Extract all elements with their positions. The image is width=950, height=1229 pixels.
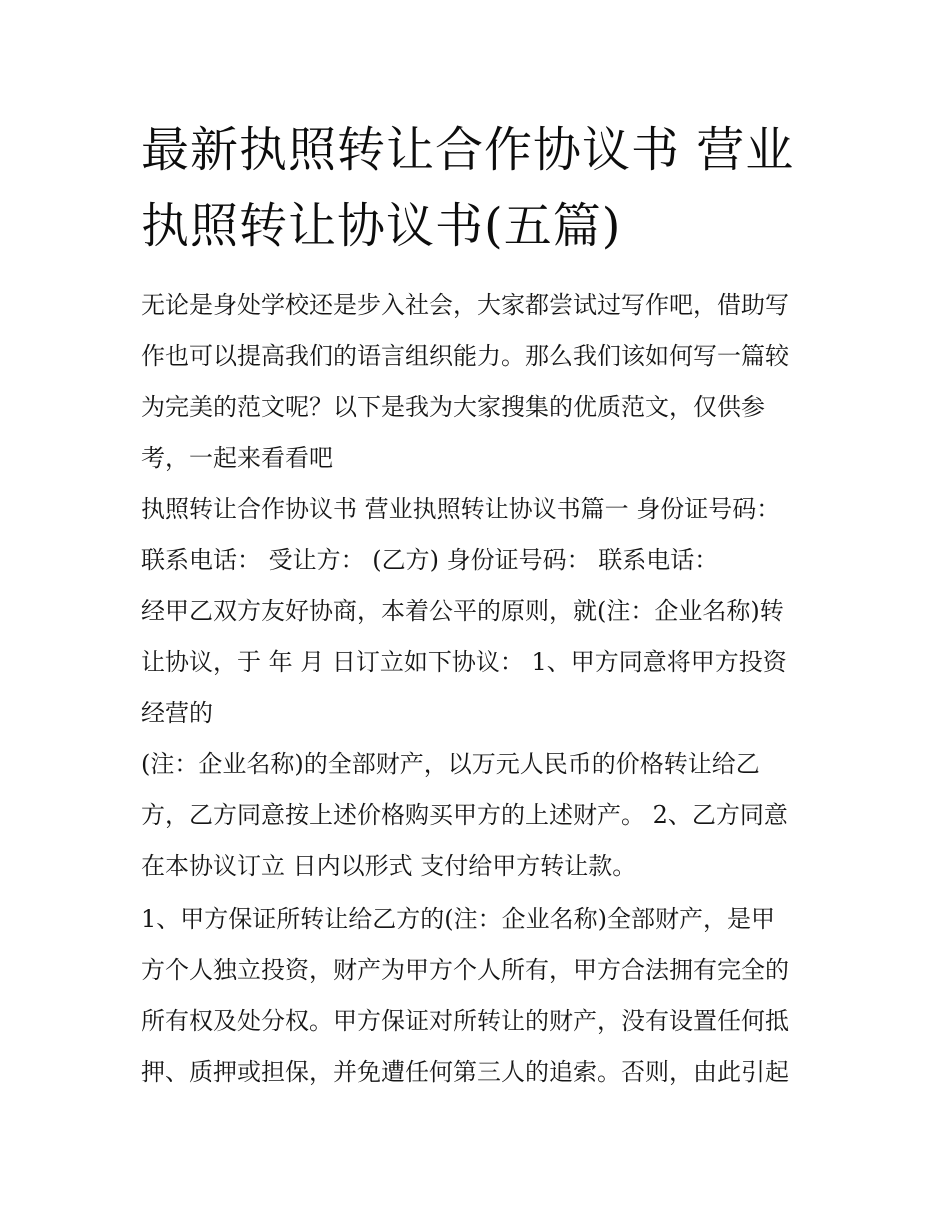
- title-line: 最新执照转让合作协议书 营业: [141, 122, 795, 178]
- text-line: 方个人独立投资，财产为甲方个人所有，甲方合法拥有完全的: [141, 956, 789, 984]
- document-body: [141, 280, 816, 1098]
- text-line: (注：企业名称)的全部财产，以万元人民币的价格转让给乙: [141, 750, 760, 778]
- text-line: 执照转让合作协议书 营业执照转让协议书篇一 身份证号码：: [141, 495, 781, 523]
- text-line: 联系电话： 受让方： (乙方) 身份证号码： 联系电话：: [141, 546, 719, 574]
- text-line: 在本协议订立 日内以形式 支付给甲方转让款。: [141, 852, 637, 880]
- text-line: 为完美的范文呢？以下是我为大家搜集的优质范文，仅供参: [141, 393, 765, 421]
- text-line: 1、甲方保证所转让给乙方的(注：企业名称)全部财产，是甲: [141, 905, 775, 933]
- document-page: [141, 112, 816, 1098]
- text-line: 所有权及处分权。甲方保证对所转让的财产，没有设置任何抵: [141, 1007, 789, 1035]
- text-line: 经甲乙双方友好协商，本着公平的原则，就(注：企业名称)转: [141, 597, 784, 625]
- text-line: 无论是身处学校还是步入社会，大家都尝试过写作吧，借助写: [141, 291, 789, 319]
- text-line: 作也可以提高我们的语言组织能力。那么我们该如何写一篇较: [141, 342, 789, 370]
- intro-paragraph: [141, 280, 816, 484]
- parties-paragraph: [141, 484, 816, 586]
- document-title: [141, 112, 816, 264]
- guarantee-paragraph: [141, 894, 816, 1098]
- text-line: 让协议，于 年 月 日订立如下协议： 1、甲方同意将甲方投资: [141, 648, 787, 676]
- agreement-paragraph: [141, 586, 816, 739]
- text-line: 方，乙方同意按上述价格购买甲方的上述财产。 2、乙方同意: [141, 801, 788, 829]
- transfer-terms-paragraph: [141, 739, 816, 892]
- text-line: 考，一起来看看吧: [141, 444, 333, 472]
- text-line: 经营的: [141, 699, 213, 727]
- text-line: 押、质押或担保，并免遭任何第三人的追索。否则，由此引起: [141, 1058, 789, 1086]
- title-line: 执照转让协议书(五篇): [141, 198, 622, 254]
